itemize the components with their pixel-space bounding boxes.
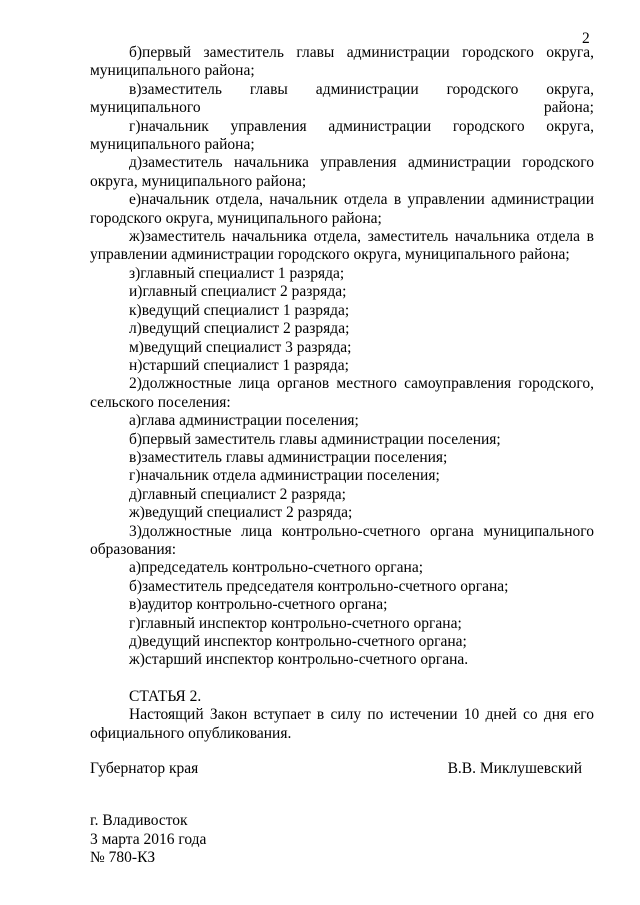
list-item: д)заместитель начальника управления администрации городского округа, муниципального района; <box>90 154 594 190</box>
list-item: м)ведущий специалист 3 разряда; <box>129 338 352 356</box>
article-text: Настоящий Закон вступает в силу по истечении 10 дней со дня его официального опубликования. <box>90 706 594 742</box>
signatory-position: Губернатор края <box>90 760 199 777</box>
list-item: ж)старший инспектор контрольно-счетного органа. <box>129 651 469 669</box>
list-item: з)главный специалист 1 разряда; <box>129 264 345 282</box>
signature-row <box>90 760 594 778</box>
list-item: г)начальник управления администрации городского округа, муниципального района; <box>90 117 594 154</box>
list-item: д)ведущий инспектор контрольно-счетного органа; <box>129 633 467 650</box>
list-item: д)главный специалист 2 разряда; <box>129 485 346 503</box>
law-number: № 780-КЗ <box>90 849 156 867</box>
list-item: б)заместитель председателя контрольно-счетного органа; <box>129 577 509 595</box>
list-item: б)первый заместитель главы администрации городского округа, муниципального района; <box>90 44 594 80</box>
law-text <box>90 44 594 743</box>
article-heading: СТАТЬЯ 2. <box>129 687 202 705</box>
place-date-block <box>90 812 594 868</box>
list-item: г)начальник отдела администрации поселения; <box>129 467 440 485</box>
list-item: ж)заместитель начальника отдела, заместитель начальника отдела в управлении администрации городского округа, муниципального района; <box>90 228 594 264</box>
page-number: 2 <box>582 30 590 47</box>
list-item: б)первый заместитель главы администрации поселения; <box>129 430 501 448</box>
city: г. Владивосток <box>90 812 188 829</box>
list-item: л)ведущий специалист 2 разряда; <box>129 320 350 338</box>
list-item: в)заместитель главы администрации городского округа, муниципального района; <box>90 80 594 117</box>
date: 3 марта 2016 года <box>90 830 207 848</box>
list-item: к)ведущий специалист 1 разряда; <box>129 301 350 319</box>
list-item: а)глава администрации поселения; <box>129 412 359 430</box>
list-item: е)начальник отдела, начальник отдела в управлении администрации городского округа, муниципального района; <box>90 191 594 227</box>
list-item: в)аудитор контрольно-счетного органа; <box>129 596 388 614</box>
list-item: 2)должностные лица органов местного самоуправления городского, сельского поселения: <box>90 375 594 411</box>
list-item: н)старший специалист 1 разряда; <box>129 356 349 374</box>
list-item: а)председатель контрольно-счетного органа; <box>129 559 424 577</box>
list-item: в)заместитель главы администрации поселения; <box>129 448 448 466</box>
list-item: и)главный специалист 2 разряда; <box>129 283 347 301</box>
list-item: 3)должностные лица контрольно-счетного органа муниципального образования: <box>90 522 594 558</box>
signatory-name: В.В. Миклушевский <box>447 760 582 777</box>
list-item: ж)ведущий специалист 2 разряда; <box>129 504 353 522</box>
list-item: г)главный инспектор контрольно-счетного органа; <box>129 614 462 632</box>
